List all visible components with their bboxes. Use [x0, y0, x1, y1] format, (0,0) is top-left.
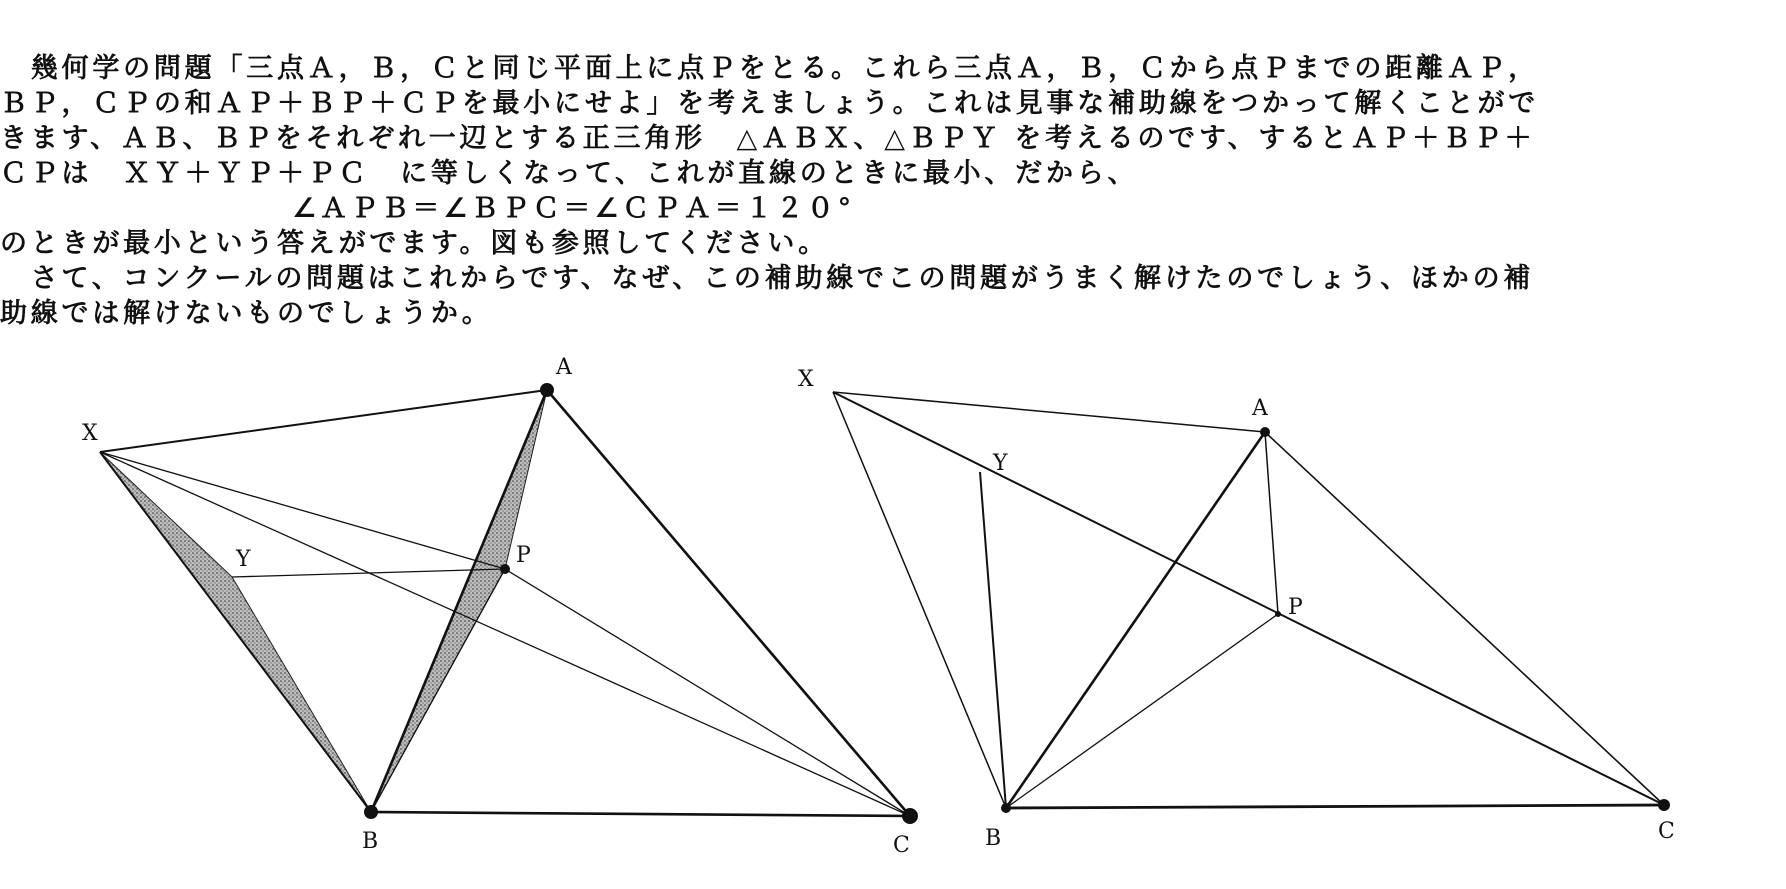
label-c: C — [1658, 819, 1675, 844]
edge-pb — [371, 569, 505, 812]
point-p — [500, 564, 510, 574]
edge-ac — [1265, 432, 1664, 805]
point-a — [1260, 427, 1270, 437]
edge-xa — [100, 390, 547, 452]
edge-ab — [371, 390, 547, 812]
edge-yp — [232, 569, 505, 577]
label-a: A — [1252, 396, 1268, 421]
point-c — [1658, 799, 1670, 811]
label-c: C — [893, 833, 910, 858]
text-line-1: 幾何学の問題「三点Ａ，Ｂ，Ｃと同じ平面上に点Ｐをとる。これら三点Ａ，Ｂ，Ｃから点Ｐまでの距離ＡＰ， — [0, 53, 1539, 84]
edge-xb — [100, 452, 371, 812]
text-line-7: さて、コンクールの問題はこれからです、なぜ、この補助線でこの問題がうまく解けたのでしょう、ほかの補 — [0, 263, 1535, 294]
label-p: P — [1288, 595, 1303, 620]
point-b — [364, 805, 378, 819]
edge-pc — [505, 569, 910, 816]
text-line-3: きます、ＡＢ、ＢＰをそれぞれ一辺とする正三角形 △ＡＢＸ、△ＢＰＹ を考えるのです、するとＡＰ＋ＢＰ＋ — [0, 123, 1536, 154]
label-y: Y — [993, 451, 1008, 476]
edge-yb — [980, 472, 1006, 808]
point-b — [1001, 803, 1011, 813]
text-line-8: 助線では解けないものでしょうか。 — [0, 298, 493, 329]
point-p — [1275, 611, 1281, 617]
figure-left — [82, 355, 918, 858]
edge-ap — [1265, 432, 1278, 614]
label-b: B — [362, 829, 379, 854]
edge-xb — [833, 392, 1006, 808]
figure-right — [798, 367, 1675, 851]
edge-xa — [833, 392, 1265, 432]
text-line-2: ＢＰ，ＣＰの和ＡＰ＋ＢＰ＋ＣＰを最小にせよ」を考えましょう。これは見事な補助線をつかって解くことがで — [0, 88, 1539, 119]
point-a — [540, 383, 554, 397]
edge-ab — [1006, 432, 1265, 808]
edge-bc — [371, 812, 910, 816]
label-y: Y — [236, 547, 251, 572]
text-line-6: のときが最小という答えがでます。図も参照してください。 — [0, 228, 829, 259]
edge-bc — [1006, 805, 1664, 808]
text-line-5-formula: ∠ＡＰＢ＝∠ＢＰＣ＝∠ＣＰＡ＝１２０° — [292, 193, 855, 224]
label-b: B — [985, 826, 1002, 851]
label-a: A — [556, 355, 572, 380]
label-p: P — [516, 543, 531, 568]
point-c — [902, 808, 918, 824]
edge-pb — [1006, 614, 1278, 808]
text-line-4: ＣＰは ＸＹ＋ＹＰ＋ＰＣ に等しくなって、これが直線のときに最小、だから、 — [0, 158, 1139, 189]
label-x: X — [798, 367, 814, 392]
label-x: X — [82, 421, 98, 446]
edge-ac — [547, 390, 910, 816]
